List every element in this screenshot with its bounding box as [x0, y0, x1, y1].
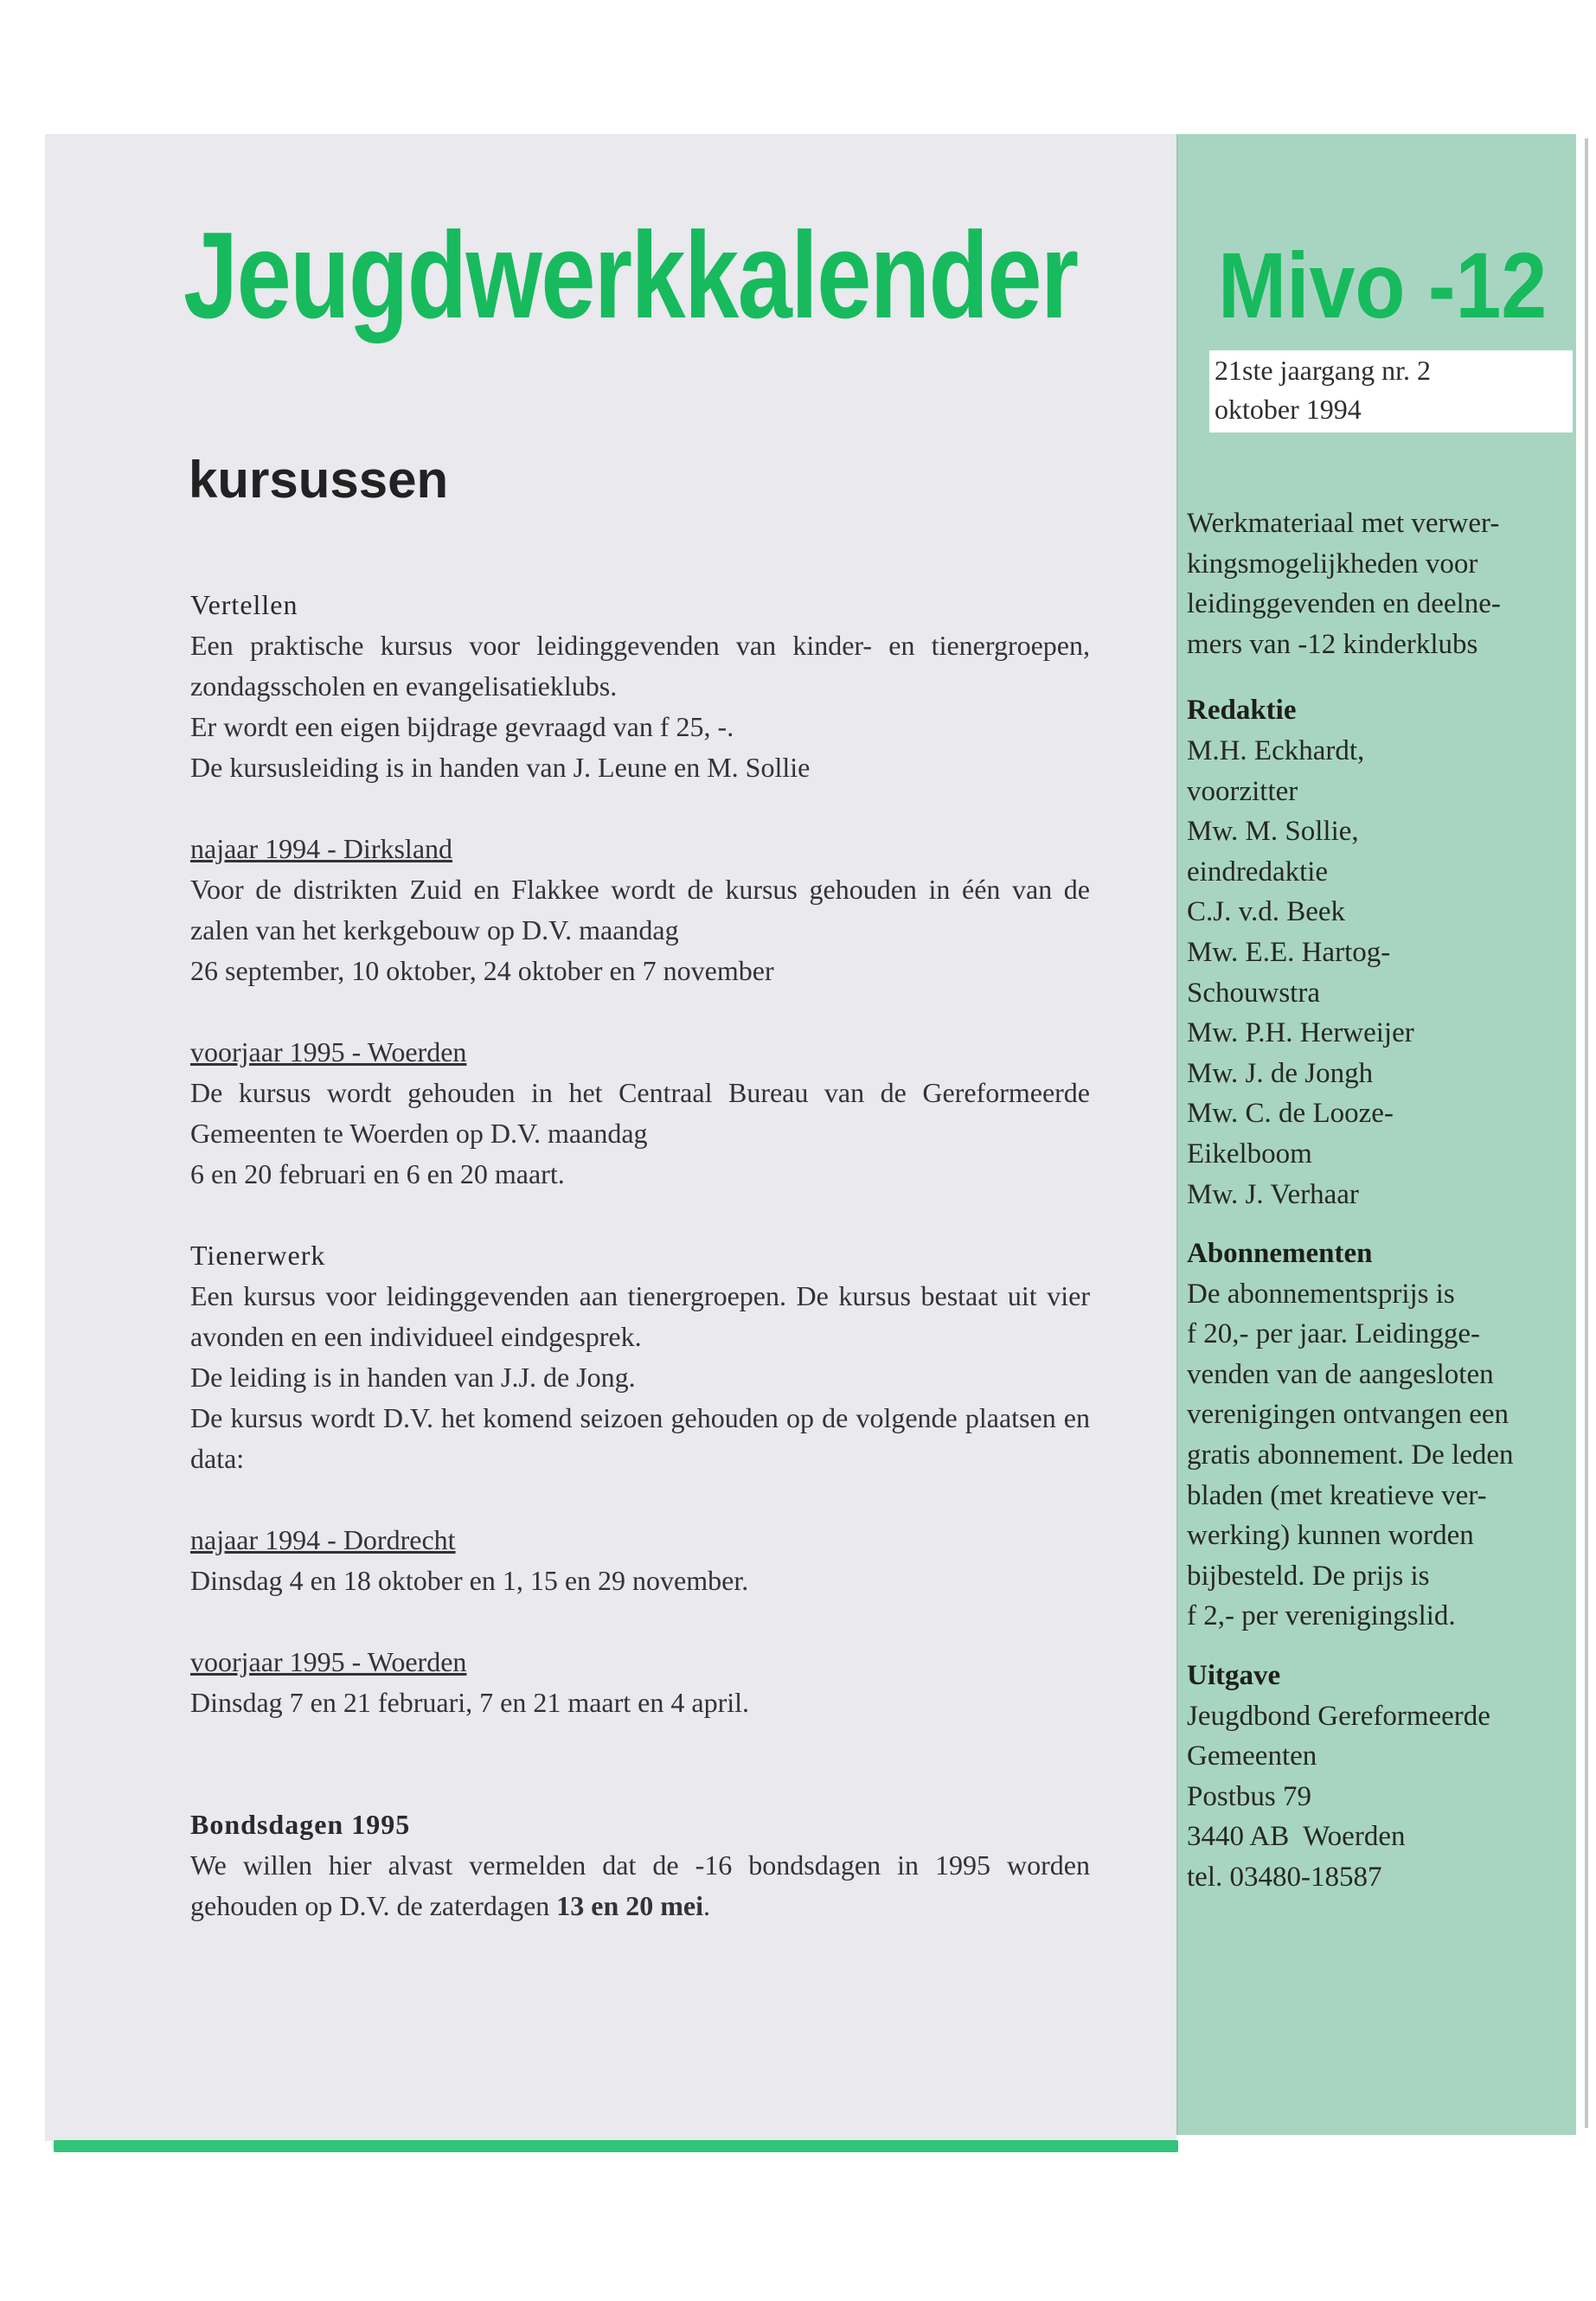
bondsdagen-text: We willen hier alvast vermelden dat de -16 bondsdagen in 1995 worden gehouden op D.V. de zaterdagen 13 en 20 mei.	[190, 1849, 1090, 1921]
page-title: Jeugdwerkkalender	[183, 207, 1078, 344]
abonnementen-line: f 2,- per verenigingslid.	[1187, 1600, 1456, 1632]
session-heading: najaar 1994 - Dirksland	[190, 833, 453, 864]
course-title: Vertellen	[190, 589, 298, 620]
redaktie-member: Mw. C. de Looze-	[1187, 1098, 1394, 1130]
course-schedule: De kursus wordt D.V. het komend seizoen gehouden op de volgende plaatsen en data:	[190, 1402, 1090, 1474]
session-dates: Dinsdag 4 en 18 oktober en 1, 15 en 29 november.	[190, 1565, 749, 1596]
redaktie-member: Mw. E.E. Hartog-	[1187, 936, 1391, 968]
session-heading: voorjaar 1995 - Woerden	[190, 1646, 467, 1677]
session-heading: najaar 1994 - Dordrecht	[190, 1524, 456, 1555]
main-column	[190, 585, 1090, 1926]
uitgave-line: Jeugdbond Gereformeerde	[1187, 1700, 1490, 1732]
abonnementen-line: bladen (met kreatieve ver-	[1187, 1479, 1487, 1511]
redaktie-member: M.H. Eckhardt,	[1187, 734, 1365, 766]
section-heading: kursussen	[189, 451, 449, 509]
session-dates: 6 en 20 februari en 6 en 20 maart.	[190, 1158, 565, 1189]
abonnementen-line: venden van de aangesloten	[1187, 1358, 1494, 1390]
abonnementen-line: bijbesteld. De prijs is	[1187, 1560, 1430, 1592]
green-rule	[54, 2140, 1178, 2152]
course-intro: Een praktische kursus voor leidinggevenden van kinder- en tienergroepen, zondagsscholen en evangelisatieklubs.	[190, 630, 1090, 702]
masthead-logo: Mivo -12	[1218, 239, 1548, 332]
issue-number: 21ste jaargang nr. 2	[1215, 355, 1432, 386]
abonnementen-line: verenigingen ontvangen een	[1187, 1399, 1509, 1431]
uitgave-line: tel. 03480-18587	[1187, 1862, 1382, 1893]
session-heading: voorjaar 1995 - Woerden	[190, 1036, 467, 1067]
redaktie-member: voorzitter	[1187, 775, 1298, 807]
issue-date: oktober 1994	[1215, 394, 1362, 425]
redaktie-member: Eikelboom	[1187, 1138, 1312, 1170]
redaktie-member: Mw. J. de Jongh	[1187, 1057, 1374, 1089]
uitgave-heading: Uitgave	[1187, 1660, 1281, 1692]
uitgave-line: 3440 AB Woerden	[1187, 1821, 1406, 1853]
abonnementen-line: De abonnementsprijs is	[1187, 1278, 1455, 1310]
course-leaders: De leiding is in handen van J.J. de Jong.	[190, 1362, 636, 1393]
description-line: leidinggevenden en deelne-	[1187, 588, 1501, 620]
bondsdagen-dates: 13 en 20 mei	[556, 1890, 704, 1921]
uitgave-line: Gemeenten	[1187, 1740, 1317, 1772]
course-cost: Er wordt een eigen bijdrage gevraagd van f 25, -.	[190, 711, 734, 742]
session-text: De kursus wordt gehouden in het Centraal Bureau van de Gereformeerde Gemeenten te Woerden op D.V. maandag	[190, 1077, 1090, 1149]
redaktie-member: Mw. M. Sollie,	[1187, 816, 1359, 848]
abonnementen-heading: Abonnementen	[1187, 1238, 1373, 1270]
page-edge-line	[1585, 138, 1588, 2128]
session-text: Voor de distrikten Zuid en Flakkee wordt de kursus gehouden in één van de zalen van het kerkgebouw op D.V. maandag	[190, 874, 1090, 945]
abonnementen-line: f 20,- per jaar. Leidingge-	[1187, 1318, 1481, 1350]
uitgave-line: Postbus 79	[1187, 1780, 1311, 1812]
redaktie-member: C.J. v.d. Beek	[1187, 896, 1346, 928]
redaktie-heading: Redaktie	[1187, 695, 1297, 727]
course-title: Tienerwerk	[190, 1240, 326, 1271]
abonnementen-line: werking) kunnen worden	[1187, 1520, 1474, 1552]
course-leaders: De kursusleiding is in handen van J. Leune en M. Sollie	[190, 752, 811, 783]
abonnementen-line: gratis abonnement. De leden	[1187, 1439, 1514, 1471]
course-intro: Een kursus voor leidinggevenden aan tienergroepen. De kursus bestaat uit vier avonden en een individueel eindgesprek.	[190, 1280, 1090, 1352]
session-dates: Dinsdag 7 en 21 februari, 7 en 21 maart en 4 april.	[190, 1687, 750, 1718]
description-line: Werkmateriaal met verwer-	[1187, 508, 1500, 539]
sidebar-text	[1187, 503, 1574, 1898]
redaktie-member: eindredaktie	[1187, 856, 1329, 888]
redaktie-member: Mw. P.H. Herweijer	[1187, 1017, 1414, 1049]
redaktie-member: Mw. J. Verhaar	[1187, 1178, 1359, 1210]
description-line: kingsmogelijkheden voor	[1187, 548, 1478, 580]
redaktie-member: Schouwstra	[1187, 977, 1320, 1009]
session-dates: 26 september, 10 oktober, 24 oktober en 7 november	[190, 955, 774, 986]
description-line: mers van -12 kinderklubs	[1187, 628, 1478, 660]
course-title: Bondsdagen 1995	[190, 1809, 411, 1840]
